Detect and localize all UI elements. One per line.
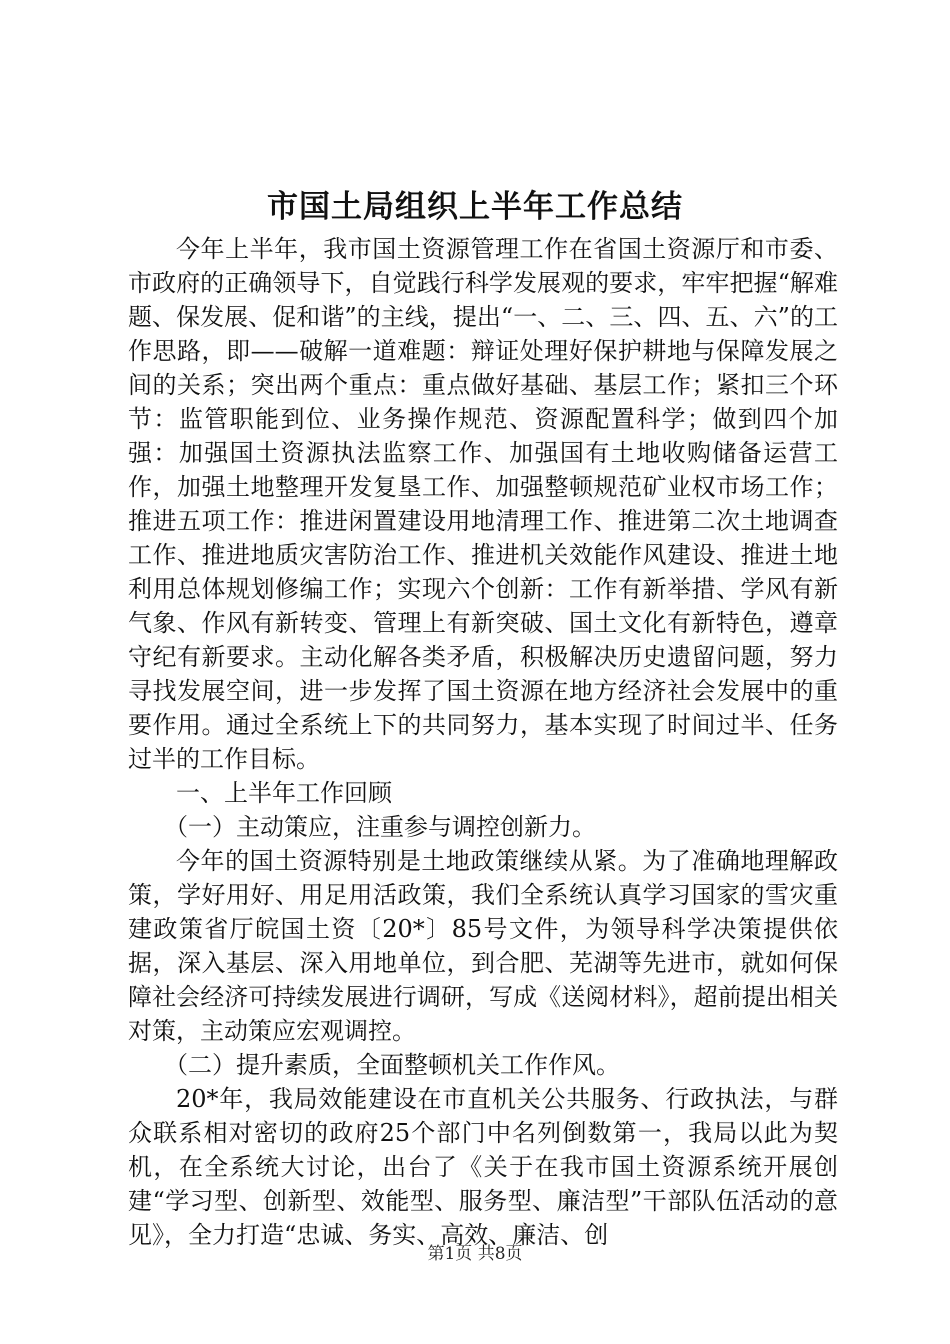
paragraph-intro: 今年上半年，我市国土资源管理工作在省国土资源厅和市委、市政府的正确领导下，自觉践行科学发展观的要求，牢牢把握“解难题、保发展、促和谐”的主线，提出“一、二、三、四、五、六”的工作思路，即——破解一道难题：辩证处理好保护耕地与保障发展之间的关系；突出两个重点：重点做好基础、基层工作；紧扣三个环节：监管职能到位、业务操作规范、资源配置科学；做到四个加强：加强国土资源执法监察工作、加强国有土地收购储备运营工作，加强土地整理开发复垦工作、加强整顿规范矿业权市场工作；推进五项工作：推进闲置建设用地清理工作、推进第二次土地调查工作、推进地质灾害防治工作、推进机关效能作风建设、推进土地利用总体规划修编工作；实现六个创新：工作有新举措、学风有新气象、作风有新转变、管理上有新突破、国土文化有新特色，遵章守纪有新要求。主动化解各类矛盾，积极解决历史遗留问题，努力寻找发展空间，进一步发挥了国土资源在地方经济社会发展中的重要作用。通过全系统上下的共同努力，基本实现了时间过半、任务过半的工作目标。 [128, 235, 838, 773]
document-title: 市国土局组织上半年工作总结 [267, 189, 683, 225]
section-heading-review: 一、上半年工作回顾 [176, 779, 392, 807]
paragraph-efficiency: 20*年，我局效能建设在市直机关公共服务、行政执法，与群众联系相对密切的政府25个部门中名列倒数第一，我局以此为契机，在全系统大讨论，出台了《关于在我市国土资源系统开展创建“学习型、创新型、效能型、服务型、廉洁型”干部队伍活动的意见》，全力打造“忠诚、务实、高效、廉洁、创 [128, 1085, 838, 1249]
paragraph-policy: 今年的国土资源特别是土地政策继续从紧。为了准确地理解政策，学好用好、用足用活政策，我们全系统认真学习国家的雪灾重建政策省厅皖国土资〔20*〕85号文件，为领导科学决策提供依据，深入基层、深入用地单位，到合肥、芜湖等先进市，就如何保障社会经济可持续发展进行调研，写成《送阅材料》，超前提出相关对策，主动策应宏观调控。 [128, 847, 838, 1045]
page-number-footer: 第1页 共8页 [427, 1244, 523, 1264]
subsection-heading-1: （一）主动策应，注重参与调控创新力。 [164, 813, 596, 841]
document-body [128, 232, 838, 1252]
subsection-heading-2: （二）提升素质，全面整顿机关工作作风。 [164, 1051, 620, 1079]
